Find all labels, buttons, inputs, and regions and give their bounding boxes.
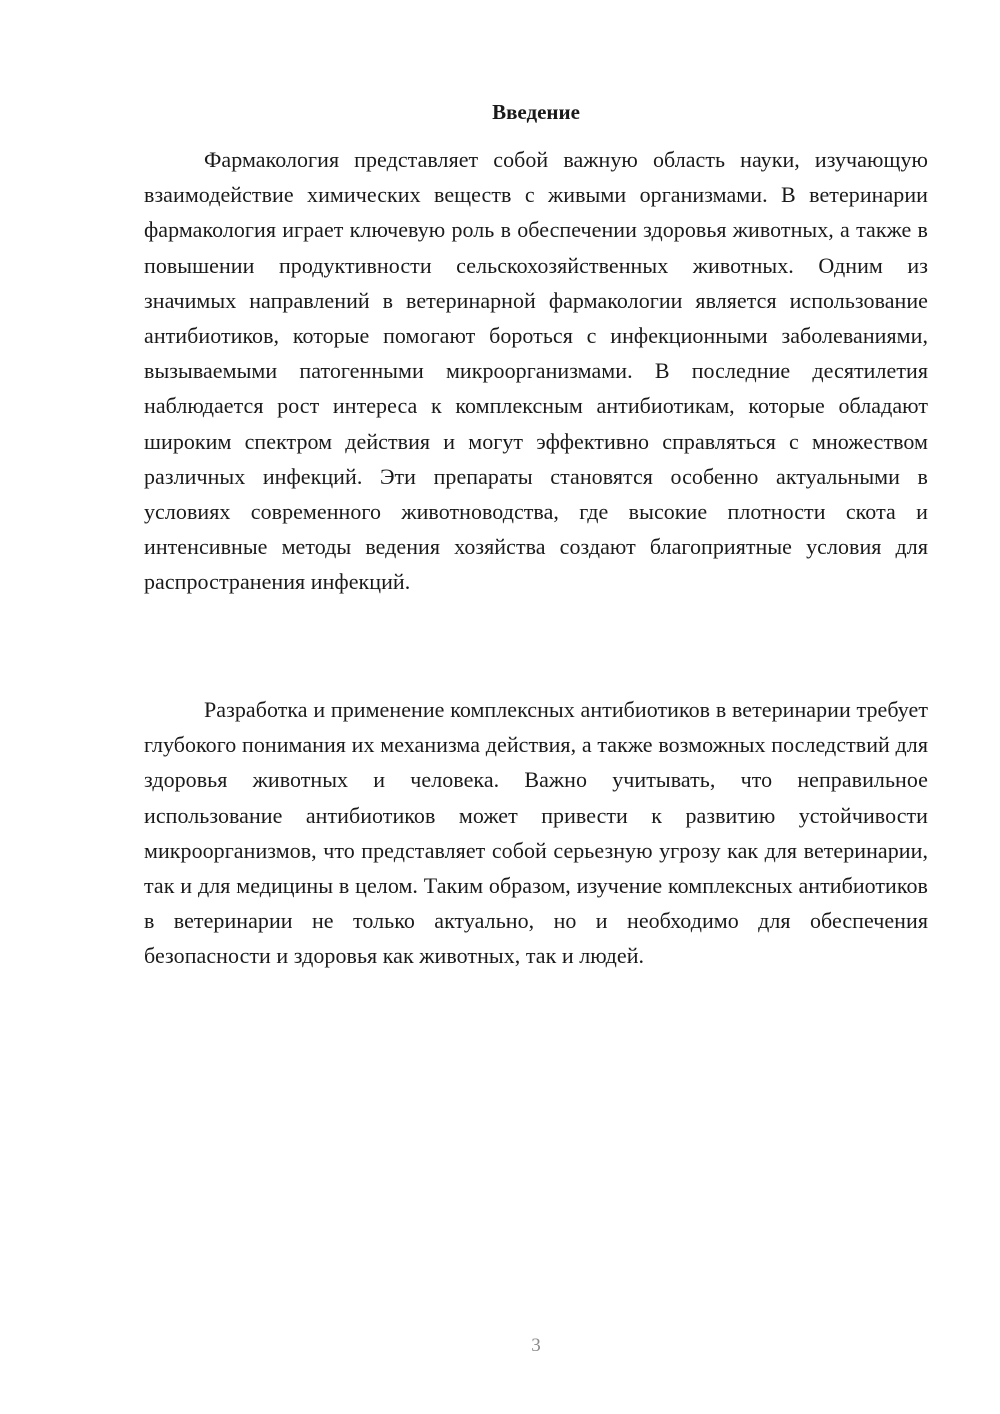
paragraph-introduction-1: Фармакология представляет собой важную область науки, изучающую взаимодействие химических веществ с живыми организмами. В ветеринарии фармакология играет ключевую роль в обеспечении здоровья животных, а также в повышении продуктивности сельскохозяйственных животных. Одним из значимых направлений в ветеринарной фармакологии является использование антибиотиков, которые помогают бороться с инфекционными заболеваниями, вызываемыми патогенными микроорганизмами. В последние десятилетия наблюдается рост интереса к комплексным антибиотикам, которые обладают широким спектром действия и могут эффективно справляться с множеством различных инфекций. Эти препараты становятся особенно актуальными в условиях современного животноводства, где высокие плотности скота и интенсивные методы ведения хозяйства создают благоприятные условия для распространения инфекций. [144, 147, 928, 595]
page-number: 3 [531, 1335, 541, 1356]
section-title: Введение [492, 100, 580, 124]
paragraph-introduction-2: Разработка и применение комплексных антибиотиков в ветеринарии требует глубокого понимания их механизма действия, а также возможных последствий для здоровья животных и человека. Важно учитывать, что неправильное использование антибиотиков может привести к развитию устойчивости микроорганизмов, что представляет собой серьезную угрозу как для ветеринарии, так и для медицины в целом. Таким образом, изучение комплексных антибиотиков в ветеринарии не только актуально, но и необходимо для обеспечения безопасности и здоровья как животных, так и людей. [144, 697, 928, 969]
